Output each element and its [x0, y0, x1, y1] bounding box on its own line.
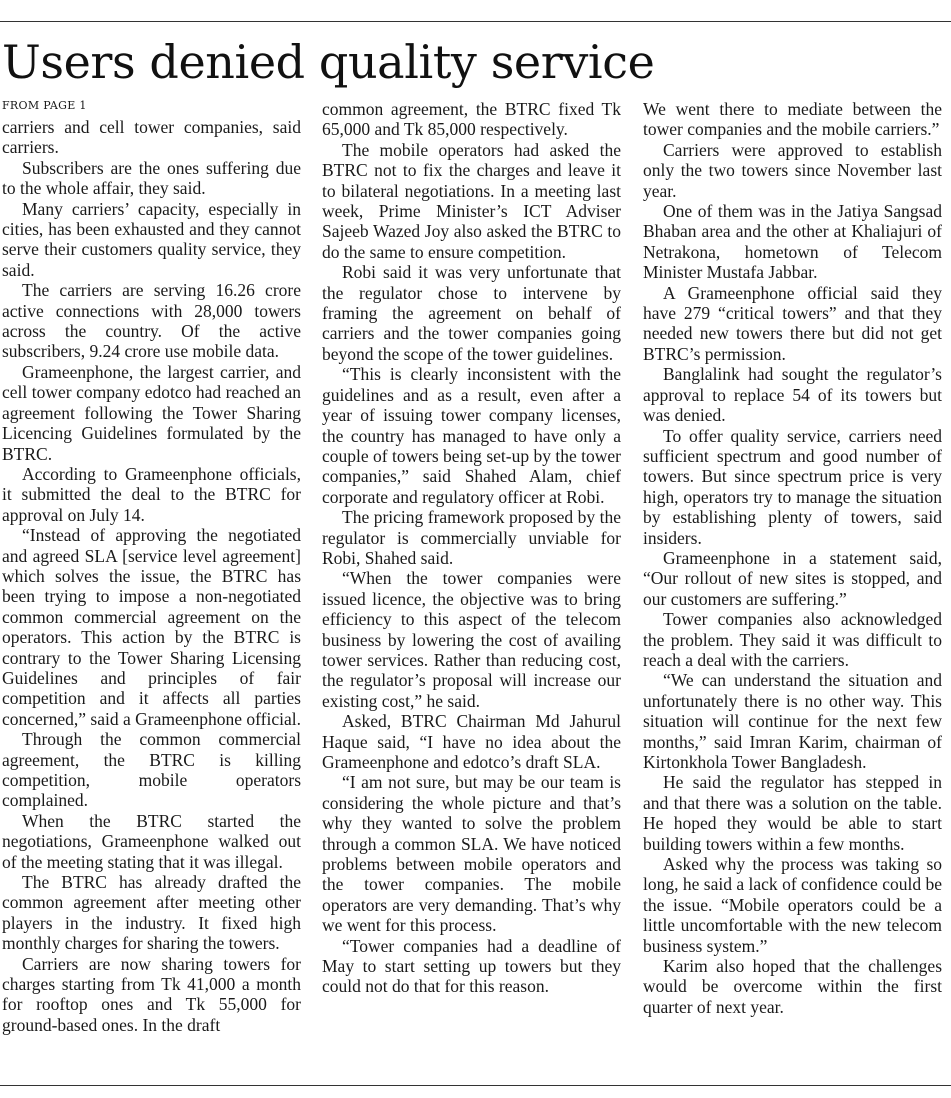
- paragraph: Carriers are now sharing towers for charges starting from Tk 41,000 a month for rooftop ones and Tk 55,000 for ground-based ones. In the draft: [2, 953, 301, 1035]
- paragraph: common agreement, the BTRC fixed Tk 65,000 and Tk 85,000 respectively.: [322, 99, 621, 140]
- paragraph: “This is clearly inconsistent with the guidelines and as a result, even after a year of issuing tower company licenses, the country has managed to have only a couple of towers being set-up by the tower companies,” said Shahed Alam, chief corporate and regulatory officer at Robi.: [322, 364, 621, 507]
- paragraph: Robi said it was very unfortunate that the regulator chose to intervene by framing the agreement on behalf of carriers and the tower companies going beyond the scope of the tower guidelines.: [322, 262, 621, 364]
- paragraph: “When the tower companies were issued licence, the objective was to bring efficiency to this aspect of the telecom business by lowering the cost of availing tower services. Rather than reducing cost, the regulator’s proposal will increase our existing cost,” he said.: [322, 568, 621, 711]
- paragraph: Karim also hoped that the challenges would be overcome within the first quarter of next year.: [643, 956, 942, 1017]
- paragraph: Asked why the process was taking so long, he said a lack of confidence could be the issue. “Mobile operators could be a little uncomfortable with the new telecom business system.”: [643, 854, 942, 956]
- column-3: [643, 99, 942, 1017]
- paragraph: “Instead of approving the negotiated and agreed SLA [service level agreement] which solves the issue, the BTRC has been trying to impose a non-negotiated common commercial agreement on the operators. This action by the BTRC is contrary to the Tower Sharing Licensing Guidelines and principles of fair competition and it affects all parties concerned,” said a Grameenphone official.: [2, 525, 301, 729]
- paragraph: A Grameenphone official said they have 279 “critical towers” and that they needed new towers there but did not get BTRC’s permission.: [643, 282, 942, 364]
- paragraph: The pricing framework proposed by the regulator is commercially unviable for Robi, Shahed said.: [322, 507, 621, 568]
- paragraph: Through the common commercial agreement, the BTRC is killing competition, mobile operators complained.: [2, 729, 301, 811]
- jump-line: FROM PAGE 1: [2, 99, 87, 112]
- paragraph: One of them was in the Jatiya Sangsad Bhaban area and the other at Khaliajuri of Netrakona, hometown of Telecom Minister Mustafa Jabbar.: [643, 201, 942, 283]
- paragraph: “We can understand the situation and unfortunately there is no other way. This situation will continue for the next few months,” said Imran Karim, chairman of Kirtonkhola Tower Bangladesh.: [643, 670, 942, 772]
- paragraph: According to Grameenphone officials, it submitted the deal to the BTRC for approval on July 14.: [2, 463, 301, 525]
- top-rule: [0, 21, 951, 22]
- paragraph: Tower companies also acknowledged the problem. They said it was difficult to reach a deal with the carriers.: [643, 609, 942, 670]
- paragraph: He said the regulator has stepped in and that there was a solution on the table. He hoped they would be able to start building towers within a few months.: [643, 772, 942, 854]
- paragraph: carriers and cell tower companies, said carriers.: [2, 117, 301, 158]
- column-2: [322, 99, 621, 997]
- column-1: [2, 117, 301, 1035]
- paragraph: The carriers are serving 16.26 crore active connections with 28,000 towers across the country. Of the active subscribers, 9.24 crore use mobile data.: [2, 280, 301, 362]
- paragraph: Carriers were approved to establish only the two towers since November last year.: [643, 139, 942, 201]
- paragraph: “Tower companies had a deadline of May to start setting up towers but they could not do that for this reason.: [322, 935, 621, 997]
- paragraph: Banglalink had sought the regulator’s approval to replace 54 of its towers but was denied.: [643, 364, 942, 426]
- paragraph: Subscribers are the ones suffering due to the whole affair, they said.: [2, 157, 301, 199]
- paragraph: The BTRC has already drafted the common agreement after meeting other players in the industry. It fixed high monthly charges for sharing the towers.: [2, 872, 301, 954]
- bottom-rule: [0, 1085, 951, 1086]
- paragraph: Asked, BTRC Chairman Md Jahurul Haque said, “I have no idea about the Grameenphone and edotco’s draft SLA.: [322, 711, 621, 772]
- paragraph: “I am not sure, but may be our team is considering the whole picture and that’s why they wanted to solve the problem through a common SLA. We have noticed problems between mobile operators and the tower companies. The mobile operators are very demanding. That’s why we went for this process.: [322, 772, 621, 936]
- paragraph: The mobile operators had asked the BTRC not to fix the charges and leave it to bilateral negotiations. In a meeting last week, Prime Minister’s ICT Adviser Sajeeb Wazed Joy also asked the BTRC to do the same to ensure competition.: [322, 139, 621, 262]
- paragraph: When the BTRC started the negotiations, Grameenphone walked out of the meeting stating that it was illegal.: [2, 810, 301, 872]
- paragraph: We went there to mediate between the tower companies and the mobile carriers.”: [643, 99, 942, 140]
- paragraph: Grameenphone, the largest carrier, and cell tower company edotco had reached an agreement following the Tower Sharing Licencing Guidelines formulated by the BTRC.: [2, 361, 301, 464]
- headline: Users denied quality service: [2, 35, 655, 89]
- paragraph: To offer quality service, carriers need sufficient spectrum and good number of towers. But since spectrum price is very high, operators try to manage the situation by establishing plenty of towers, said insiders.: [643, 425, 942, 548]
- paragraph: Grameenphone in a statement said, “Our rollout of new sites is stopped, and our customers are suffering.”: [643, 547, 942, 609]
- paragraph: Many carriers’ capacity, especially in cities, has been exhausted and they cannot serve their customers quality service, they said.: [2, 198, 301, 280]
